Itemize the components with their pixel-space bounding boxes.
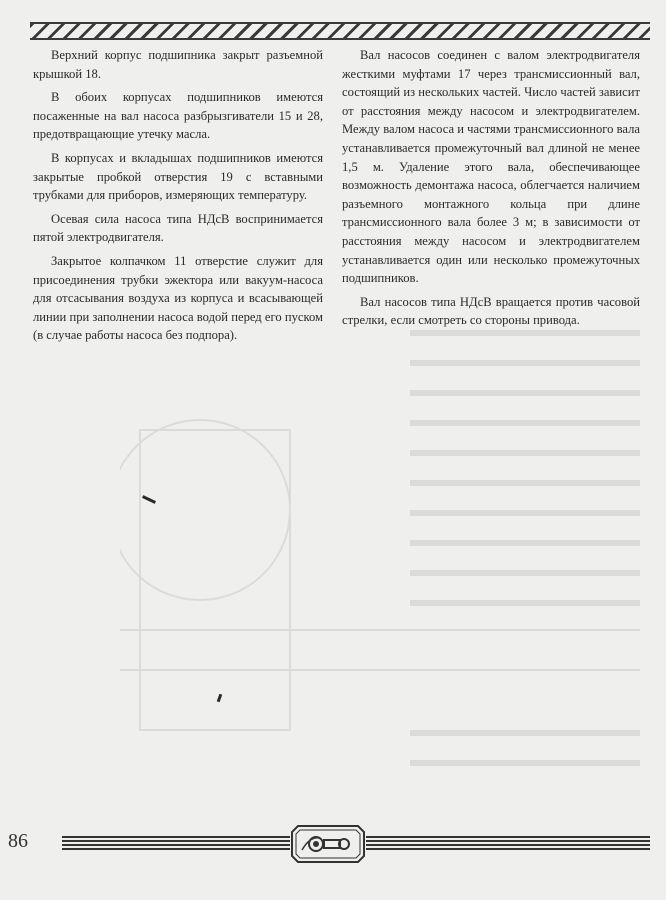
- bleed-through-illustration: [120, 330, 640, 830]
- footer-rule-left: [62, 836, 290, 852]
- paragraph: В корпусах и вкладышах подшипников имеются закрытые пробкой отверстия 19 с вставными трубками для приборов, измеряющих температуру.: [33, 150, 323, 203]
- paragraph: Вал насосов соединен с валом электродвигателя жесткими муфтами 17 через трансмиссионный вал, состоящий из нескольких частей. Число частей зависит от расстояния между насосом и электродвигателем. Между валом насоса и частями трансмиссионного вала устанавливается промежуточный вал длиной не менее 1,5 м. Удаление этого вала, обеспечивающее возможность демонтажа насоса, облегчается наличием разъемного монтажного кольца при длине трансмиссионного вала более 3 м; в зависимости от расстояния между насосом и электродвигателем устанавливается один или несколько промежуточных подшипников.: [342, 48, 640, 286]
- paragraph: Осевая сила насоса типа НДсВ воспринимается пятой электродвигателя.: [33, 211, 323, 245]
- footer-rule-right: [366, 836, 650, 852]
- top-decorative-border: [30, 22, 650, 40]
- left-column: [33, 46, 323, 350]
- page-number: 86: [8, 830, 28, 852]
- footer-emblem-icon: [290, 824, 366, 864]
- right-column: [342, 46, 640, 335]
- paragraph: Верхний корпус подшипника закрыт разъемной крышкой 18.: [33, 48, 323, 81]
- paragraph: Вал насосов типа НДсВ вращается против часовой стрелки, если смотреть со стороны привода.: [342, 294, 640, 328]
- paragraph: Закрытое колпачком 11 отверстие служит для присоединения трубки эжектора или вакуум-насоса для отсасывания воздуха из корпуса и всасывающей линии при заполнении насоса водой перед его пуском (в случае работы насоса без подпора).: [33, 253, 323, 343]
- paragraph: В обоих корпусах подшипников имеются посаженные на вал насоса разбрызгиватели 15 и 28, предотвращающие утечку масла.: [33, 90, 323, 142]
